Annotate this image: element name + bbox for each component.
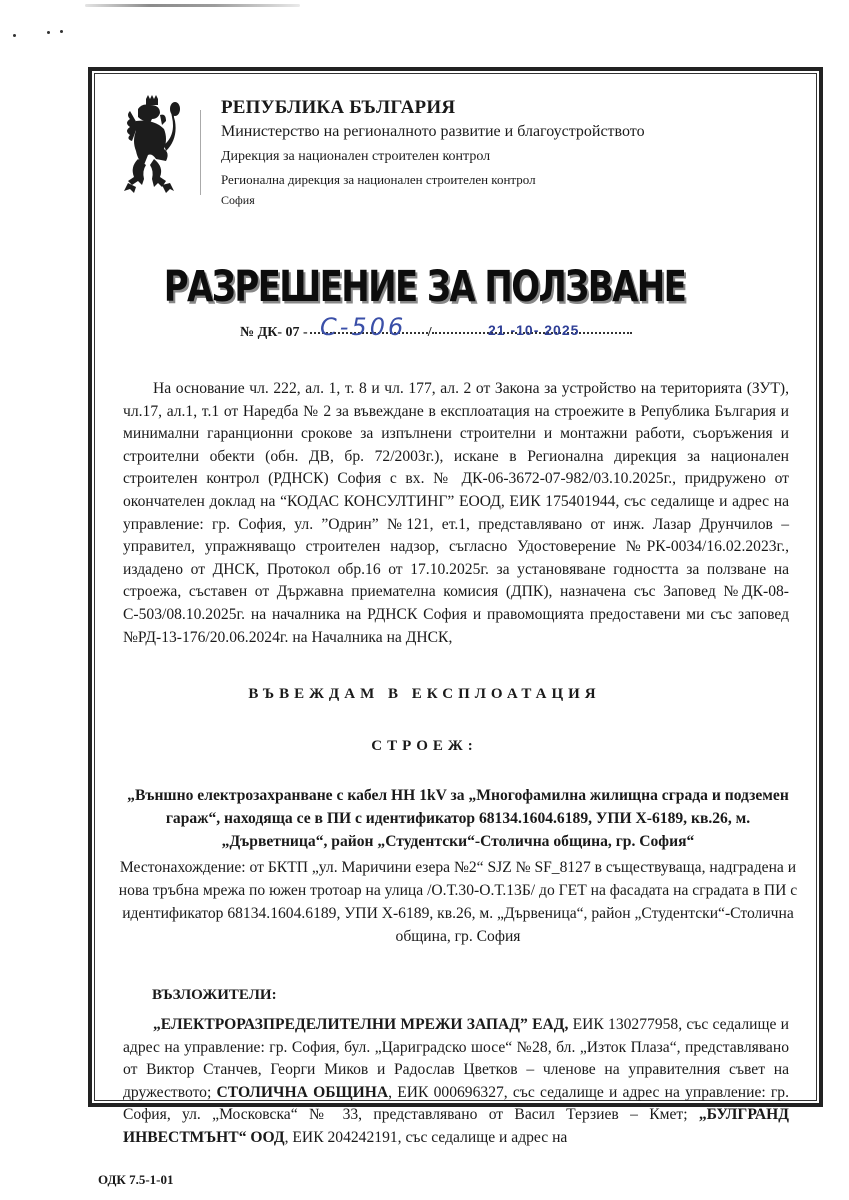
assignor-details: , ЕИК 204242191, със седалище и адрес на (284, 1128, 568, 1146)
assignor-details: , ЕИК 000696327, със седалище и адрес на управление: гр. София, ул. „Московска“ № 33, представлявано от Васил Терзиев – Кмет; (123, 1083, 790, 1124)
assignor-name: „ЕЛЕКТРОРАЗПРЕДЕЛИТЕЛНИ МРЕЖИ ЗАПАД” ЕАД, (153, 1016, 569, 1033)
header-regional-directorate: Регионална дирекция за национален строителен контрол (221, 172, 536, 187)
scan-artifact (47, 31, 50, 34)
document-number-separator: / (427, 325, 432, 340)
header-directorate: Дирекция за национален строителен контрол (221, 149, 491, 164)
scan-artifact (85, 4, 300, 7)
assignor-name: „БУЛГРАНД ИНВЕСТМЪНТ“ ООД (123, 1106, 789, 1146)
scan-artifact (13, 34, 16, 37)
bulgarian-lion-emblem-icon (120, 95, 182, 195)
building-description: „Външно електрозахранване с кабел НН 1kV за „Многофамилна жилищна сграда и подземен гараж“, находяща се в ПИ с идентификатор 68134.1604.6189, УПИ Х-6189, кв.26, м. „Дърветница“, район „Студентски“-Столична община, гр. София“ (127, 787, 789, 850)
stamped-date: 21 -10- 2025 (488, 322, 580, 338)
header-divider (200, 110, 201, 195)
commission-heading: ВЪВЕЖДАМ В ЕКСПЛОАТАЦИЯ (248, 686, 601, 702)
building-location: Местонахождение: от БКТП „ул. Маричини езера №2“ SJZ № SF_8127 в съществуваща, надградена и нова тръбна мрежа по южен тротоар на улица /О.Т.30-О.Т.13Б/ до ГЕТ на фасадата на сградата в ПИ с идентификатор 68134.1604.6189, УПИ Х-6189, кв.26, м. „Дървеница“, район „Студентски“-Столична община, гр. София (118, 859, 798, 945)
assignor-details: ЕИК 130277958, със седалище и адрес на управление: гр. София, бул. „Цариградско шосе“ №28, бл. „Изток Плаза“, представлявано от Виктор Станчев, Георги Миков и Радослав Цветков – членове на управителния съвет на дружеството; (123, 1016, 789, 1101)
handwritten-number: С-506 (320, 313, 407, 341)
document-title: РАЗРЕШЕНИЕ ЗА ПОЛЗВАНЕ (163, 262, 686, 312)
header-city: София (221, 193, 255, 207)
assignor-name: СТОЛИЧНА ОБЩИНА (216, 1083, 389, 1101)
header-ministry: Министерство на регионалното развитие и благоустройството (221, 123, 645, 140)
document-number-prefix: № ДК- 07 - (240, 325, 308, 340)
scan-artifact (60, 30, 63, 33)
building-heading: СТРОЕЖ: (371, 738, 478, 754)
form-code: ОДК 7.5-1-01 (98, 1172, 174, 1187)
document-number (240, 313, 632, 341)
assignors-heading: ВЪЗЛОЖИТЕЛИ: (152, 987, 277, 1003)
header-country: РЕПУБЛИКА БЪЛГАРИЯ (221, 97, 456, 118)
legal-basis-paragraph: На основание чл. 222, ал. 1, т. 8 и чл. 177, ал. 2 от Закона за устройство на територията (ЗУТ), чл.17, ал.1, т.1 от Наредба № 2 за въвеждане в експлоатация на строежите в Република България и минимални гаранционни срокове за изпълнени строителни и монтажни работи, съоръжения и строителни обекти (обн. ДВ, бр. 72/2003г.), искане в Регионална дирекция за национален строителен контрол (РДНСК) София с вх. № ДК-06-3672-07-982/03.10.2025г., придружено от окончателен доклад на “КОДАС КОНСУЛТИНГ” ЕООД, ЕИК 175401944, със седалище и адрес на управление: гр. София, ул. ”Одрин” №121, ет.1, представлявано от инж. Лазар Друнчилов – управител, упражняващо строителен надзор, съгласно Удостоверение №РК-0034/16.02.2023г., издадено от ДНСК, Протокол обр.16 от 17.10.2025г. за установяване годността за ползване на строежа, съставен от Държавна приемателна комисия (ДПК), назначена със Заповед №ДК-08-С-503/08.10.2025г. на началника на РДНСК София и правомощията предоставени ми със заповед №РД-13-176/20.06.2024г. на Началника на ДНСК, (123, 380, 789, 646)
assignors-paragraph (123, 1014, 789, 1150)
